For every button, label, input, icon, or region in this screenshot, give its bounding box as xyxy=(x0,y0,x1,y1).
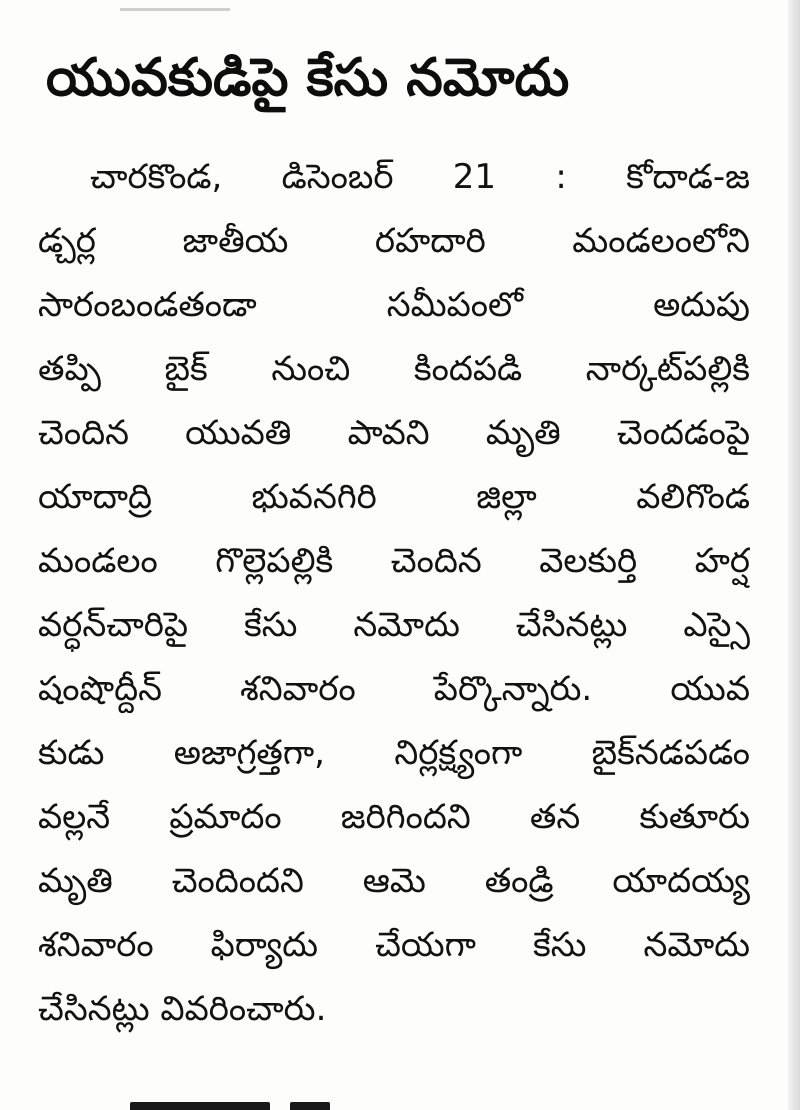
article-body xyxy=(38,145,750,1041)
article-line: చెందిన యువతి పావని మృతి చెందడంపై xyxy=(38,413,750,453)
article-line: శనివారం ఫిర్యాదు చేయగా కేసు నమోదు xyxy=(38,925,750,965)
article-line: తప్పి బైక్ నుంచి కిందపడి నార్కట్‌పల్లికి xyxy=(38,349,750,389)
article-line: చారకొండ, డిసెంబర్ 21 : కోదాడ-జ xyxy=(90,157,750,197)
article-line: షంషొద్దీన్ శనివారం పేర్కొన్నారు. యువ xyxy=(38,669,750,709)
article-line: మండలం గొల్లెపల్లికి చెందిన వెలకుర్తి హర్ష xyxy=(38,541,750,581)
article-line: వల్లనే ప్రమాదం జరిగిందని తన కుతూరు xyxy=(38,797,750,837)
previous-article-fragment xyxy=(120,0,230,11)
article-line: వర్ధన్‌చారిపై కేసు నమోదు చేసినట్లు ఎస్సై xyxy=(38,605,750,645)
article-line: కుడు అజాగ్రత్తగా, నిర్లక్ష్యంగా బైక్‌నడపడం xyxy=(38,733,750,773)
article-line: యాదాద్రి భువనగిరి జిల్లా వలిగొండ xyxy=(38,477,750,517)
article-headline: యువకుడిపై కేసు నమోదు xyxy=(46,48,570,108)
article-line: మృతి చెందిందని ఆమె తండ్రి యాదయ్య xyxy=(38,861,750,901)
article-line: చేసినట్లు వివరించారు. xyxy=(38,989,327,1029)
article-line: సారంబండతండా సమీపంలో అదుపు xyxy=(38,285,750,325)
article-line: డ్చర్ల జాతీయ రహదారి మండలంలోని xyxy=(38,221,750,261)
next-article-fragment xyxy=(40,1098,600,1110)
page-edge-shadow xyxy=(788,0,800,1110)
